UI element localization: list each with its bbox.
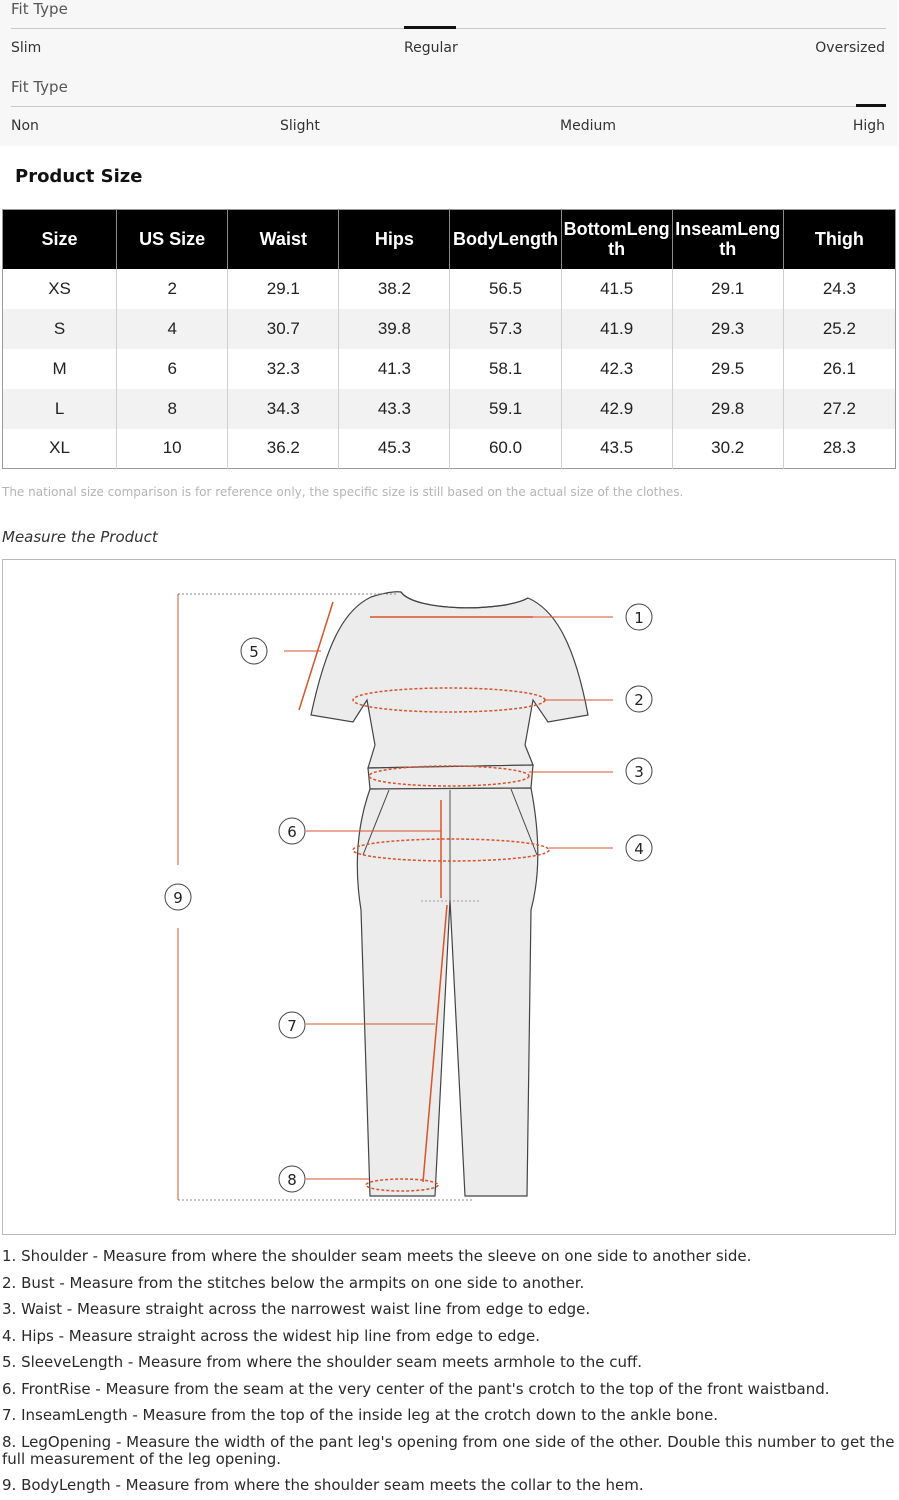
table-cell: 30.7 (228, 309, 339, 349)
size-reference-note: The national size comparison is for reference only, the specific size is still based on the actual size of the clothes. (2, 485, 684, 499)
svg-text:6: 6 (287, 823, 297, 841)
table-row (3, 389, 896, 429)
table-row (3, 269, 896, 309)
table-cell: 58.1 (450, 349, 561, 389)
callout-4 (626, 835, 652, 861)
garment-pants (357, 788, 537, 1196)
table-cell: 29.1 (228, 269, 339, 309)
stretch-option-high: High (852, 118, 885, 134)
svg-text:9: 9 (173, 889, 183, 907)
callout-7 (279, 1012, 305, 1038)
table-cell: 38.2 (339, 269, 450, 309)
table-cell: 36.2 (228, 429, 339, 469)
fit-type-panel (0, 0, 897, 146)
table-cell: 39.8 (339, 309, 450, 349)
callout-3 (626, 758, 652, 784)
callout-2 (626, 686, 652, 712)
table-cell: 41.5 (561, 269, 672, 309)
size-table (2, 209, 896, 469)
instruction-bust: 2. Bust - Measure from the stitches below the armpits on one side to another. (2, 1273, 585, 1292)
col-header-us-size: US Size (117, 210, 228, 269)
col-header-size: Size (3, 210, 117, 269)
table-cell: 34.3 (228, 389, 339, 429)
table-cell: 59.1 (450, 389, 561, 429)
instruction-shoulder: 1. Shoulder - Measure from where the shoulder seam meets the sleeve on one side to another side. (2, 1247, 752, 1265)
svg-text:5: 5 (249, 643, 259, 661)
garment-top (311, 592, 588, 768)
instruction-leg-opening: 8. LegOpening - Measure the width of the pant leg's opening from one side of the other. Double this number to get the full measurement of the leg opening. (2, 1432, 895, 1468)
table-cell: M (3, 349, 117, 389)
table-cell: 6 (117, 349, 228, 389)
table-cell: 8 (117, 389, 228, 429)
measurement-diagram (2, 559, 896, 1235)
instruction-inseam-length: 7. InseamLength - Measure from the top of the inside leg at the crotch down to the ankle bone. (2, 1406, 719, 1424)
col-header-body-length: BodyLength (450, 210, 561, 269)
svg-text:2: 2 (634, 691, 644, 709)
table-cell: 30.2 (672, 429, 783, 469)
table-cell: 42.9 (561, 389, 672, 429)
table-row (3, 309, 896, 349)
col-header-inseam-length: InseamLength (672, 210, 783, 269)
table-cell: 57.3 (450, 309, 561, 349)
stretch-option-medium: Medium (560, 118, 616, 134)
col-header-bottom-length: BottomLength (561, 210, 672, 269)
svg-text:4: 4 (634, 840, 644, 858)
table-cell: 24.3 (822, 278, 856, 298)
svg-text:3: 3 (634, 763, 644, 781)
instruction-hips: 4. Hips - Measure straight across the widest hip line from edge to edge. (2, 1326, 540, 1345)
svg-text:8: 8 (287, 1171, 297, 1189)
table-cell: L (3, 389, 117, 429)
table-cell: 29.5 (672, 349, 783, 389)
table-cell: XL (3, 429, 117, 469)
callout-8 (279, 1166, 305, 1192)
measure-heading: Measure the Product (2, 528, 158, 546)
table-cell: 42.3 (561, 349, 672, 389)
table-cell: 29.3 (672, 309, 783, 349)
fit-option-regular: Regular (404, 40, 458, 56)
table-cell: 43.5 (561, 429, 672, 469)
table-cell: 10 (117, 429, 228, 469)
fit-option-oversized: Oversized (815, 40, 885, 56)
stretch-type-selected-marker (856, 104, 886, 107)
instruction-sleeve-length: 5. SleeveLength - Measure from where the shoulder seam meets armhole to the cuff. (2, 1353, 643, 1371)
stretch-option-non: Non (11, 118, 39, 134)
size-table-header-row (3, 210, 896, 269)
table-cell: 56.5 (450, 269, 561, 309)
svg-text:7: 7 (287, 1017, 297, 1035)
fit-type-label: Fit Type (11, 0, 68, 18)
table-row (3, 429, 896, 469)
stretch-type-label: Fit Type (11, 78, 68, 96)
stretch-option-slight: Slight (280, 118, 320, 134)
table-cell: 2 (117, 269, 228, 309)
col-header-hips: Hips (339, 210, 450, 269)
jumpsuit-illustration (3, 560, 897, 1236)
fit-option-slim: Slim (11, 40, 42, 56)
measurement-instructions (2, 1248, 897, 1500)
table-cell: 26.1 (822, 358, 856, 378)
instruction-waist: 3. Waist - Measure straight across the narrowest waist line from edge to edge. (2, 1300, 591, 1318)
svg-text:1: 1 (634, 609, 644, 627)
callout-6 (279, 818, 305, 844)
instruction-front-rise: 6. FrontRise - Measure from the seam at the very center of the pant's crotch to the top of the front waistband. (2, 1379, 830, 1398)
instruction-body-length: 9. BodyLength - Measure from where the shoulder seam meets the collar to the hem. (2, 1476, 644, 1494)
table-cell: 28.3 (822, 438, 856, 458)
table-cell: S (3, 309, 117, 349)
callout-5 (241, 638, 267, 664)
product-size-title: Product Size (15, 166, 143, 187)
col-header-waist: Waist (228, 210, 339, 269)
table-cell: 45.3 (339, 429, 450, 469)
table-cell: 41.9 (561, 309, 672, 349)
table-cell: 29.8 (672, 389, 783, 429)
table-cell: 27.2 (783, 389, 895, 429)
table-cell: 25.2 (783, 309, 895, 349)
table-cell: 29.1 (672, 269, 783, 309)
table-cell: 32.3 (228, 349, 339, 389)
callout-1 (626, 604, 652, 630)
table-cell: 41.3 (339, 349, 450, 389)
table-cell: 4 (117, 309, 228, 349)
col-header-thigh: Thigh (783, 210, 895, 269)
stretch-type-track (11, 106, 886, 107)
table-row (3, 349, 896, 389)
table-cell: 43.3 (339, 389, 450, 429)
table-cell: 60.0 (450, 429, 561, 469)
callout-9 (165, 884, 191, 910)
fit-type-selected-marker (404, 26, 456, 29)
table-cell: XS (3, 269, 117, 309)
